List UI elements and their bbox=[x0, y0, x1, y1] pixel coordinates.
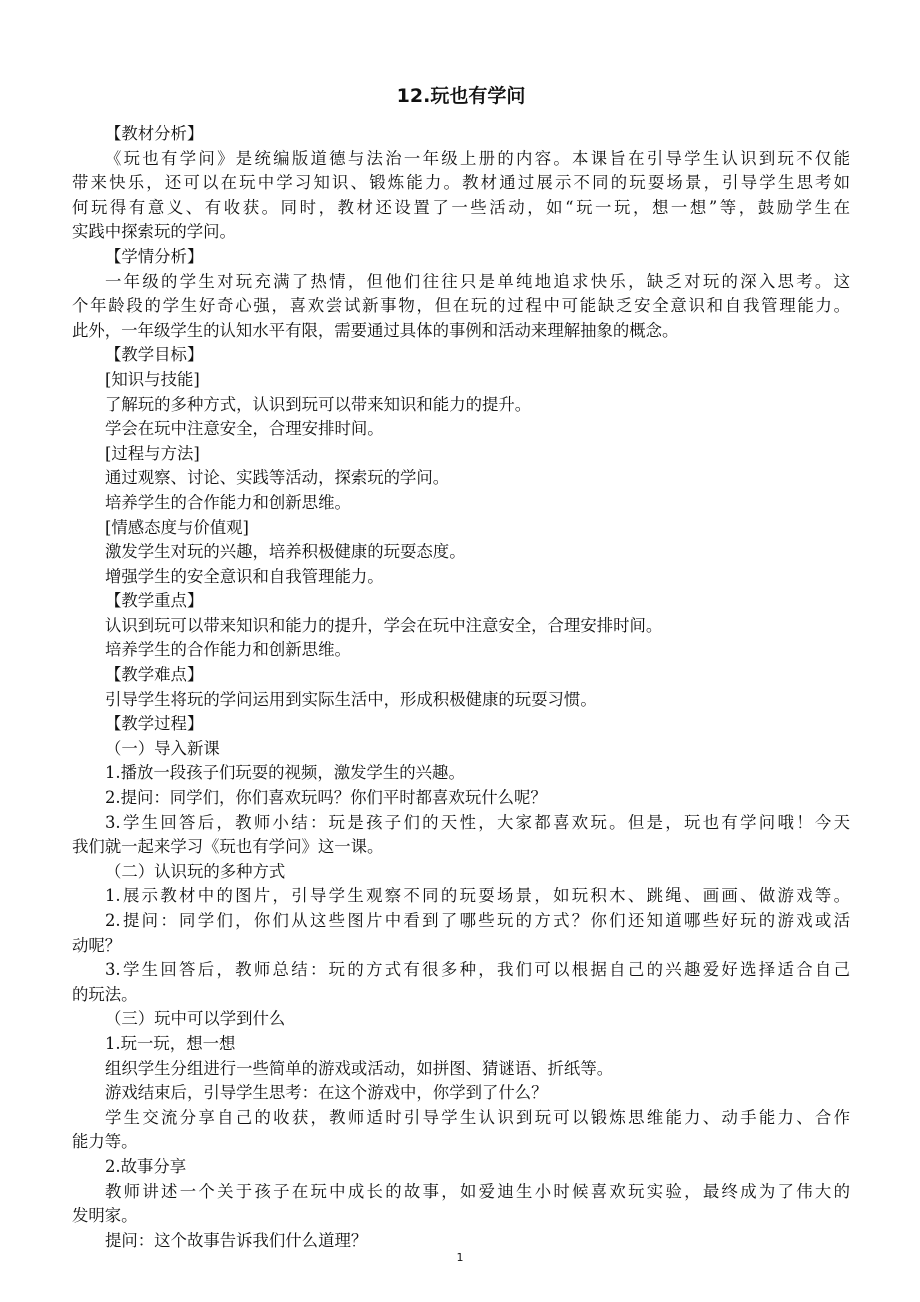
text-line: 通过观察、讨论、实践等活动，探索玩的学问。 bbox=[105, 468, 450, 488]
text-line: 的玩法。 bbox=[72, 984, 138, 1004]
text-line: 【教学目标】 bbox=[105, 345, 204, 365]
text-line: 2.提问：同学们，你们从这些图片中看到了哪些玩的方式？你们还知道哪些好玩的游戏或活 bbox=[105, 911, 850, 930]
document-title: 12.玩也有学问 bbox=[396, 85, 526, 107]
text-line: 培养学生的合作能力和创新思维。 bbox=[105, 640, 351, 660]
text-line: 2.提问：同学们，你们喜欢玩吗？你们平时都喜欢玩什么呢？ bbox=[105, 788, 547, 808]
text-line: 一年级的学生对玩充满了热情，但他们往往只是单纯地追求快乐，缺乏对玩的深入思考。这 bbox=[105, 271, 850, 291]
document-page bbox=[72, 78, 850, 1253]
text-line: 【教学难点】 bbox=[105, 665, 204, 685]
text-line: 实践中探索玩的学问。 bbox=[72, 222, 236, 242]
text-line: [过程与方法] bbox=[105, 443, 200, 463]
text-line: 3.学生回答后，教师总结：玩的方式有很多种，我们可以根据自己的兴趣爱好选择适合自己 bbox=[105, 960, 850, 980]
text-line: 游戏结束后，引导学生思考：在这个游戏中，你学到了什么？ bbox=[105, 1083, 548, 1103]
text-line: 2.故事分享 bbox=[105, 1156, 187, 1176]
text-line: 个年龄段的学生好奇心强，喜欢尝试新事物，但在玩的过程中可能缺乏安全意识和自我管理能力。 bbox=[72, 296, 850, 316]
text-line: 何玩得有意义、有收获。同时，教材还设置了一些活动，如“玩一玩，想一想”等，鼓励学生在 bbox=[72, 197, 850, 217]
text-line: 《玩也有学问》是统编版道德与法治一年级上册的内容。本课旨在引导学生认识到玩不仅能 bbox=[105, 148, 850, 168]
text-line: 提问：这个故事告诉我们什么道理？ bbox=[105, 1230, 368, 1250]
text-line: 组织学生分组进行一些简单的游戏或活动，如拼图、猜谜语、折纸等。 bbox=[105, 1058, 614, 1078]
text-line: 【教材分析】 bbox=[105, 124, 204, 143]
text-line: （三）玩中可以学到什么 bbox=[105, 1009, 286, 1029]
text-line: 学会在玩中注意安全，合理安排时间。 bbox=[105, 419, 384, 439]
text-line: 3.学生回答后，教师小结：玩是孩子们的天性，大家都喜欢玩。但是，玩也有学问哦！今天 bbox=[105, 812, 850, 832]
text-line: 【教学过程】 bbox=[105, 714, 204, 734]
text-line: 【教学重点】 bbox=[105, 591, 204, 611]
text-line: 我们就一起来学习《玩也有学问》这一课。 bbox=[72, 837, 384, 857]
text-line: 学生交流分享自己的收获，教师适时引导学生认识到玩可以锻炼思维能力、动手能力、合作 bbox=[105, 1107, 850, 1127]
text-line: 认识到玩可以带来知识和能力的提升，学会在玩中注意安全，合理安排时间。 bbox=[105, 615, 663, 635]
text-line: 了解玩的多种方式，认识到玩可以带来知识和能力的提升。 bbox=[105, 394, 532, 414]
text-line: 引导学生将玩的学问运用到实际生活中，形成积极健康的玩耍习惯。 bbox=[105, 689, 597, 709]
text-line: （二）认识玩的多种方式 bbox=[105, 861, 286, 881]
text-line: 教师讲述一个关于孩子在玩中成长的故事，如爱迪生小时候喜欢玩实验，最终成为了伟大的 bbox=[105, 1181, 850, 1201]
text-line: 此外，一年级学生的认知水平有限，需要通过具体的事例和活动来理解抽象的概念。 bbox=[72, 320, 679, 340]
text-line: 1.展示教材中的图片，引导学生观察不同的玩耍场景，如玩积木、跳绳、画画、做游戏等。 bbox=[105, 886, 850, 906]
text-line: 1.播放一段孩子们玩耍的视频，激发学生的兴趣。 bbox=[105, 763, 465, 783]
text-line: 发明家。 bbox=[72, 1206, 138, 1226]
document-body bbox=[72, 122, 850, 1253]
text-line: [知识与技能] bbox=[105, 369, 200, 389]
text-line: 动呢？ bbox=[72, 935, 122, 955]
text-line: 【学情分析】 bbox=[105, 246, 204, 266]
text-line: 1.玩一玩，想一想 bbox=[105, 1033, 236, 1053]
text-line: （一）导入新课 bbox=[105, 738, 220, 758]
text-line: 培养学生的合作能力和创新思维。 bbox=[105, 492, 351, 512]
text-line: 带来快乐，还可以在玩中学习知识、锻炼能力。教材通过展示不同的玩耍场景，引导学生思考如 bbox=[72, 173, 850, 193]
text-line: 增强学生的安全意识和自我管理能力。 bbox=[105, 566, 384, 586]
page-number: 1 bbox=[456, 1251, 464, 1264]
text-line: 能力等。 bbox=[72, 1132, 138, 1152]
text-line: 激发学生对玩的兴趣，培养积极健康的玩耍态度。 bbox=[105, 542, 466, 562]
text-line: [情感态度与价值观] bbox=[105, 517, 249, 537]
